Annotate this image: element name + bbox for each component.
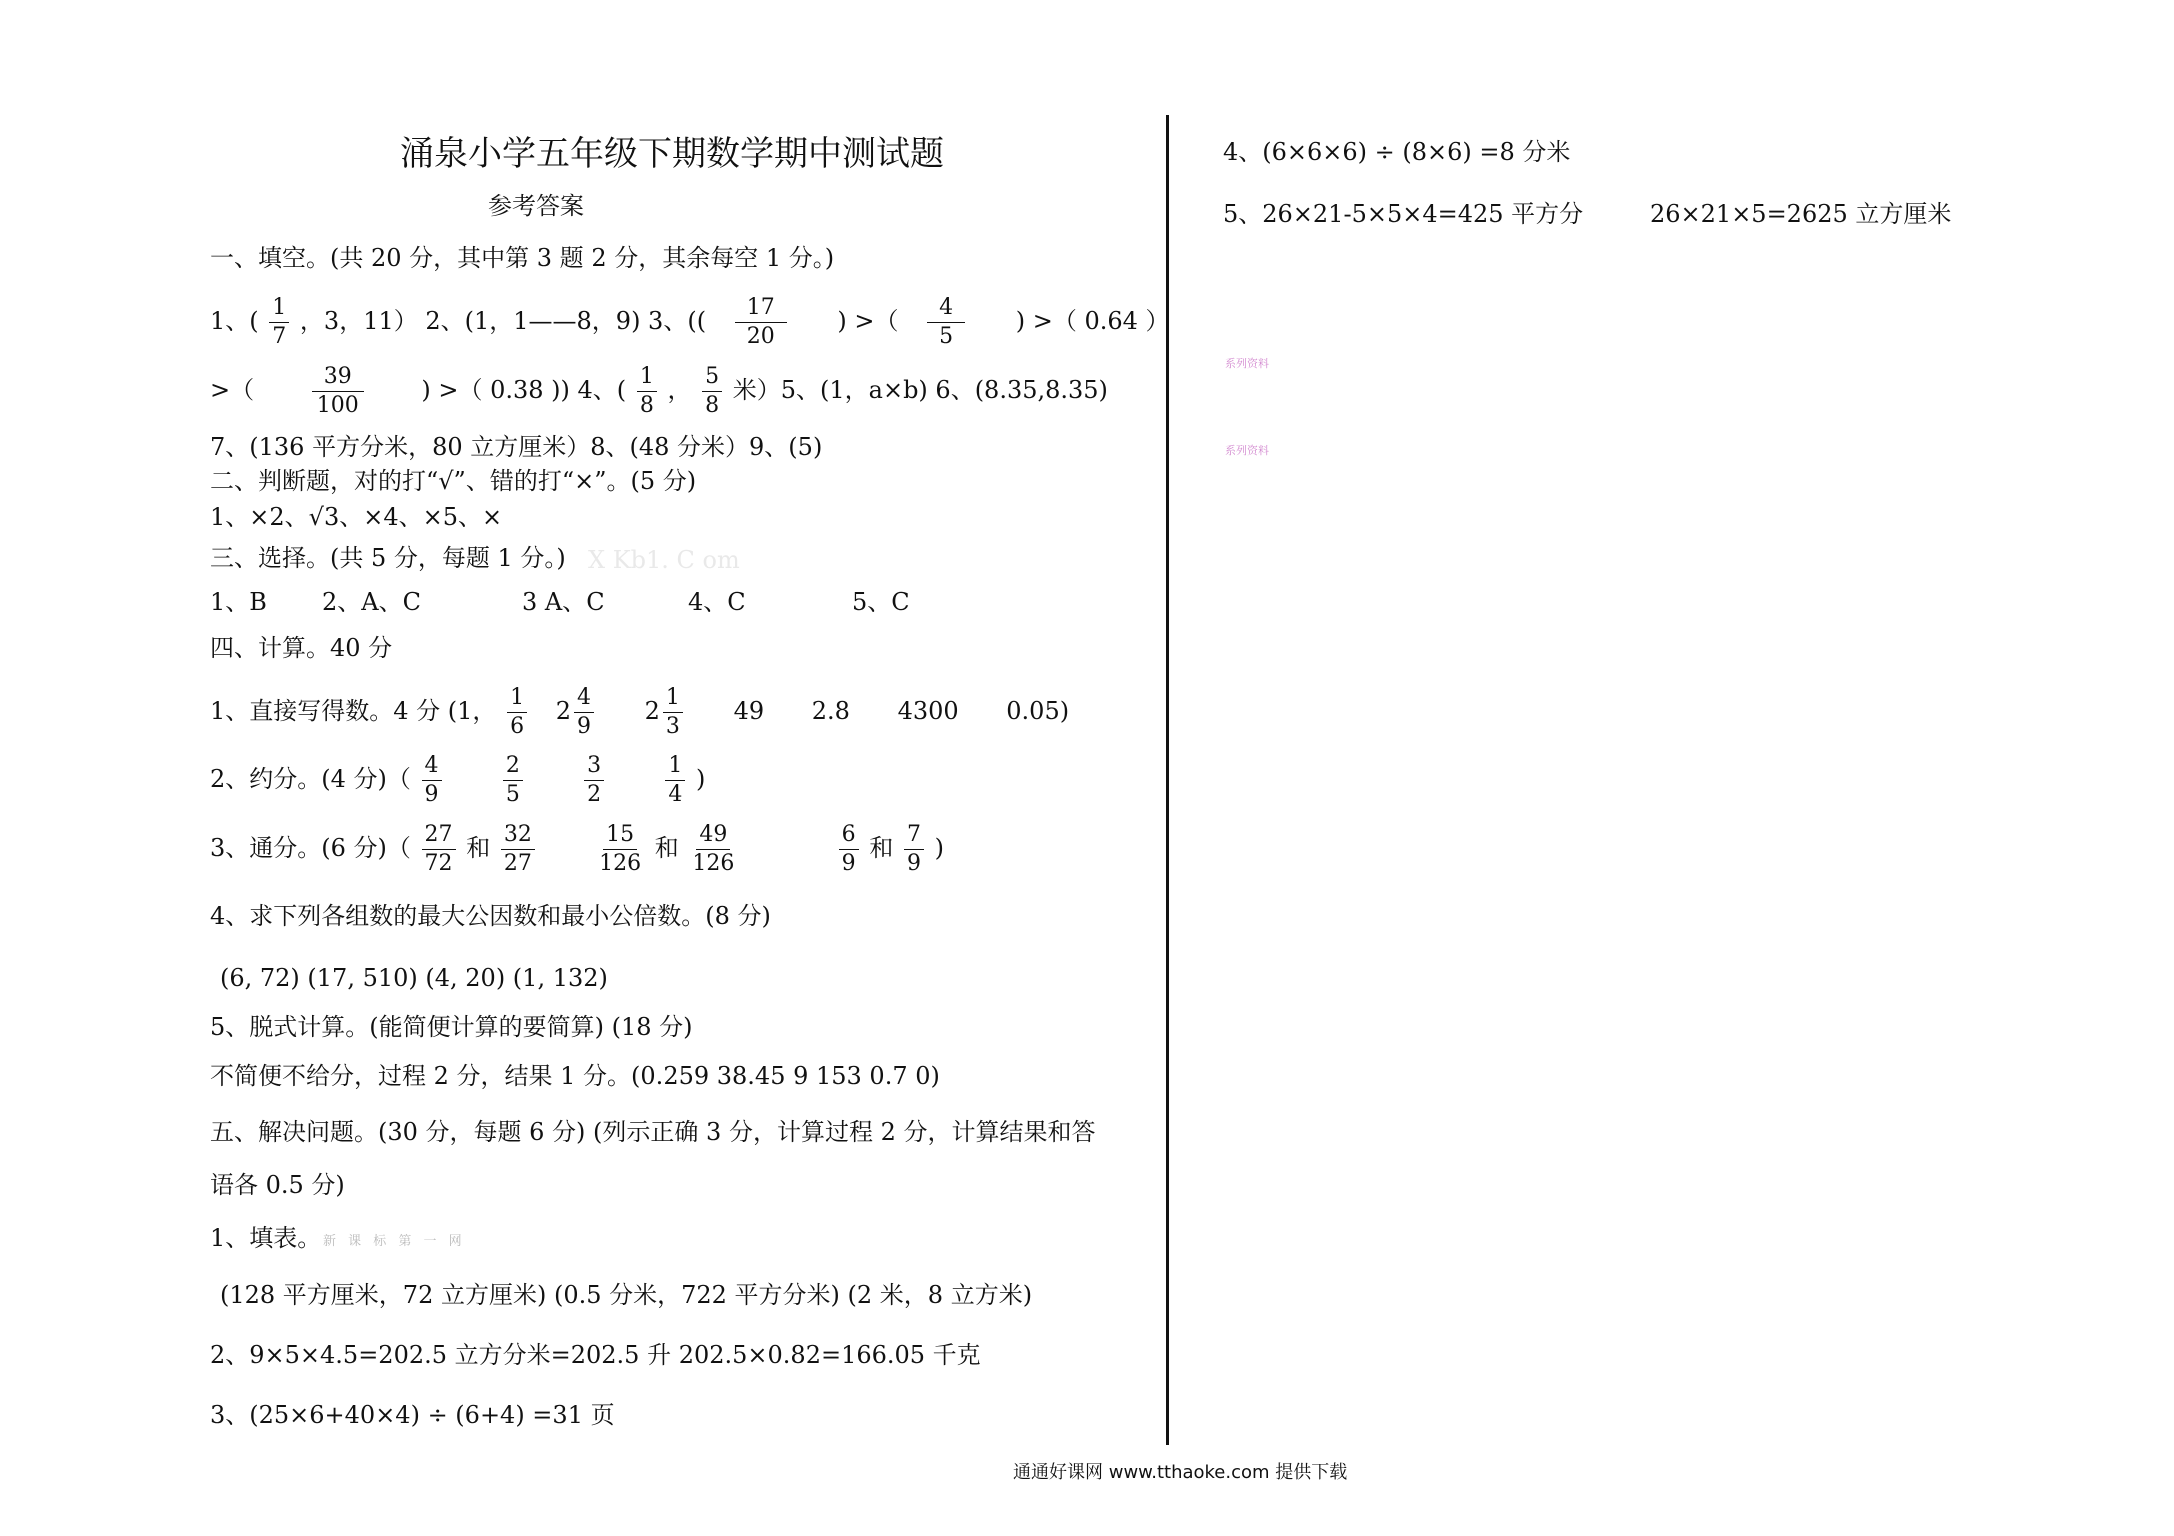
footer-credit: 通通好课网 www.tthaoke.com 提供下载 [1013, 1462, 1348, 1483]
fraction: $\frac{17}{20}$ [735, 296, 787, 349]
fraction: $\frac{2}{5}$ [503, 754, 523, 807]
series-note-2: 系列资料 [1225, 444, 1269, 457]
sec5-q1: 1、填表。 [210, 1224, 322, 1252]
sec5-q2: 2、9×5×4.5=202.5 立方分米=202.5 升 202.5×0.82=166.05 千克 [210, 1341, 981, 1369]
section-1-heading: 一、填空。(共 20 分，其中第 3 题 2 分，其余每空 1 分。) [210, 244, 835, 272]
sec1-line-2: >（ $\frac{39}{100}$ ) >（ 0.38 )) 4、( $\frac{1}{8}$ ， $\frac{5}{8}$ 米）5、(1，a×b) 6、(8.35,8.35) [210, 364, 1108, 419]
mixed-fraction: $\frac{1}{3}$ [663, 686, 683, 739]
fraction: $\frac{4}{9}$ [422, 754, 442, 807]
fraction: $\frac{4}{5}$ [927, 296, 965, 349]
right-q5-area: 5、26×21-5×5×4=425 平方分 [1223, 200, 1584, 228]
sec3-answer-4: 4、C [688, 588, 746, 616]
sec4-q5-answer: 不简便不给分，过程 2 分，结果 1 分。(0.259 38.45 9 153 0.7 0) [210, 1062, 940, 1090]
fraction: $\frac{1}{7}$ [269, 296, 289, 349]
series-note-1: 系列资料 [1225, 357, 1269, 370]
sec5-q1-answer: (128 平方厘米，72 立方厘米) (0.5 分米，722 平方分米) (2 米，8 立方米) [220, 1281, 1033, 1309]
sec3-answer-3: 3 A、C [522, 588, 605, 616]
fraction: $\frac{1}{8}$ [637, 365, 657, 418]
fraction: $\frac{49}{126}$ [692, 822, 735, 877]
fraction: $\frac{1}{4}$ [665, 754, 685, 807]
sec4-q2: 2、约分。(4 分)（ $\frac{4}{9}$ $\frac{2}{5}$ $\frac{3}{2}$ $\frac{1}{4}$ ) [210, 753, 706, 808]
sec4-q3: 3、通分。(6 分)（ $\frac{27}{72}$ 和 $\frac{32}{27}$ $\frac{15}{126}$ 和 $\frac{49}{126}$ $\frac{6}{9}$ 和 $\frac{7}{9}$ ) [210, 822, 944, 877]
fraction: $\frac{1}{6}$ [507, 686, 527, 739]
mixed-fraction: $\frac{4}{9}$ [574, 686, 594, 739]
sec4-q4: 4、求下列各组数的最大公因数和最小公倍数。(8 分) [210, 902, 771, 930]
sec1-line-3: 7、(136 平方分米，80 立方厘米）8、(48 分米）9、(5) [210, 433, 823, 461]
section-2-heading: 二、判断题，对的打“√”、错的打“×”。(5 分) [210, 467, 697, 495]
sec4-q1: 1、直接写得数。4 分 (1， $\frac{1}{6}$ 2 $\frac{4}{9}$ 2 $\frac{1}{3}$ 49 2.8 4300 0.05) [210, 685, 1070, 740]
page-title: 涌泉小学五年级下期数学期中测试题 [400, 134, 944, 174]
right-q5-volume: 26×21×5=2625 立方厘米 [1650, 200, 1952, 228]
section-5-heading-cont: 语各 0.5 分) [210, 1171, 345, 1199]
sec5-q3: 3、(25×6+40×4) ÷ (6+4) =31 页 [210, 1401, 615, 1429]
right-q4: 4、(6×6×6) ÷ (8×6) =8 分米 [1223, 138, 1571, 166]
section-5-heading: 五、解决问题。(30 分，每题 6 分) (列示正确 3 分，计算过程 2 分，计算结果和答 [210, 1118, 1096, 1146]
sec3-answer-2: 2、A、C [322, 588, 421, 616]
fraction: $\frac{15}{126}$ [599, 822, 642, 877]
subtitle: 参考答案 [488, 192, 584, 220]
fraction: $\frac{32}{27}$ [501, 823, 535, 876]
section-4-heading: 四、计算。40 分 [210, 634, 393, 662]
site-note: 新 课 标 第 一 网 [323, 1234, 466, 1249]
sec3-answer-5: 5、C [852, 588, 910, 616]
fraction: $\frac{27}{72}$ [422, 823, 456, 876]
section-3-heading: 三、选择。(共 5 分，每题 1 分。) [210, 544, 566, 572]
watermark-text: X Kb1. C om [588, 546, 740, 574]
fraction: $\frac{7}{9}$ [904, 823, 924, 876]
fraction: $\frac{6}{9}$ [839, 823, 859, 876]
sec3-answer-1: 1、B [210, 588, 267, 616]
sec2-answers: 1、×2、√3、×4、×5、× [210, 503, 503, 531]
sec1-line-1: 1、( $\frac{1}{7}$ ，3，11） 2、(1，1——8，9) 3、(( $\frac{17}{20}$ ) >（ $\frac{4}{5}$ ) >（ 0.64 ） [210, 295, 1170, 350]
fraction: $\frac{39}{100}$ [305, 365, 371, 418]
fraction: $\frac{3}{2}$ [584, 754, 604, 807]
sec4-q5: 5、脱式计算。(能简便计算的要简算) (18 分) [210, 1013, 693, 1041]
sec4-q4-answer: (6, 72) (17, 510) (4, 20) (1, 132) [220, 964, 608, 992]
fraction: $\frac{5}{8}$ [702, 365, 722, 418]
